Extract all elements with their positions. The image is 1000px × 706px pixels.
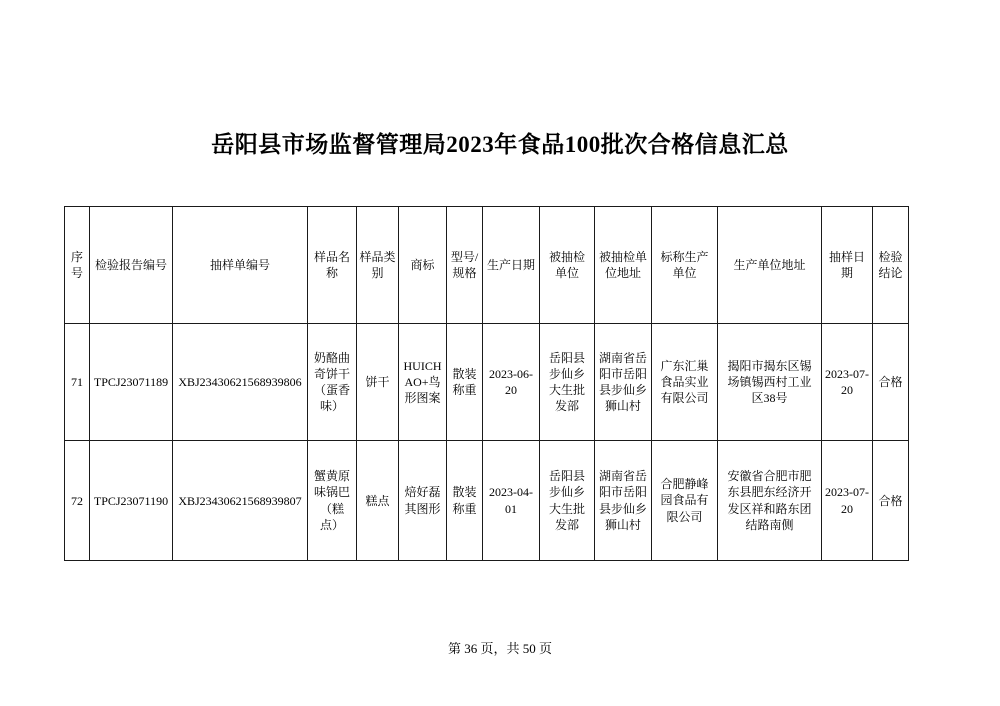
header-sample-name: 样品名称 <box>308 207 357 324</box>
cell-sample-category: 糕点 <box>357 441 399 561</box>
cell-producer-address: 安徽省合肥市肥东县肥东经济开发区祥和路东团结路南侧 <box>718 441 822 561</box>
cell-producer: 广东汇巢食品实业有限公司 <box>652 324 718 441</box>
cell-spec: 散装称重 <box>447 324 483 441</box>
header-sampled-unit: 被抽检单位 <box>540 207 595 324</box>
cell-sample-form-no: XBJ23430621568939806 <box>173 324 308 441</box>
cell-brand: 焙好磊其图形 <box>399 441 447 561</box>
cell-sample-name: 奶酪曲奇饼干（蛋香味） <box>308 324 357 441</box>
cell-production-date: 2023-06-20 <box>483 324 540 441</box>
cell-result: 合格 <box>873 324 909 441</box>
cell-producer-address: 揭阳市揭东区锡场镇锡西村工业区38号 <box>718 324 822 441</box>
table-header-row <box>65 207 909 324</box>
cell-brand: HUICHAO+鸟形图案 <box>399 324 447 441</box>
cell-sampled-unit-address: 湖南省岳阳市岳阳县步仙乡狮山村 <box>595 324 652 441</box>
cell-sampled-unit: 岳阳县步仙乡大生批发部 <box>540 324 595 441</box>
cell-sampling-date: 2023-07-20 <box>822 441 873 561</box>
cell-sampling-date: 2023-07-20 <box>822 324 873 441</box>
cell-sampled-unit: 岳阳县步仙乡大生批发部 <box>540 441 595 561</box>
page-title: 岳阳县市场监督管理局2023年食品100批次合格信息汇总 <box>211 132 789 157</box>
header-sample-category: 样品类别 <box>357 207 399 324</box>
cell-seq: 71 <box>65 324 90 441</box>
cell-report-no: TPCJ23071189 <box>90 324 173 441</box>
header-producer-address: 生产单位地址 <box>718 207 822 324</box>
header-brand: 商标 <box>399 207 447 324</box>
table-row <box>65 441 909 561</box>
header-sampled-unit-address: 被抽检单位地址 <box>595 207 652 324</box>
page-number-footer: 第 36 页，共 50 页 <box>447 641 552 656</box>
header-producer: 标称生产单位 <box>652 207 718 324</box>
table-row <box>65 324 909 441</box>
cell-sample-form-no: XBJ23430621568939807 <box>173 441 308 561</box>
inspection-results-table <box>64 206 909 561</box>
header-production-date: 生产日期 <box>483 207 540 324</box>
cell-sample-category: 饼干 <box>357 324 399 441</box>
header-seq: 序号 <box>65 207 90 324</box>
header-sampling-date: 抽样日期 <box>822 207 873 324</box>
cell-seq: 72 <box>65 441 90 561</box>
cell-result: 合格 <box>873 441 909 561</box>
header-report-no: 检验报告编号 <box>90 207 173 324</box>
cell-spec: 散装称重 <box>447 441 483 561</box>
header-spec: 型号/规格 <box>447 207 483 324</box>
cell-production-date: 2023-04-01 <box>483 441 540 561</box>
cell-producer: 合肥静峰园食品有限公司 <box>652 441 718 561</box>
cell-report-no: TPCJ23071190 <box>90 441 173 561</box>
header-sample-form-no: 抽样单编号 <box>173 207 308 324</box>
header-result: 检验结论 <box>873 207 909 324</box>
cell-sample-name: 蟹黄原味锅巴（糕点） <box>308 441 357 561</box>
cell-sampled-unit-address: 湖南省岳阳市岳阳县步仙乡狮山村 <box>595 441 652 561</box>
